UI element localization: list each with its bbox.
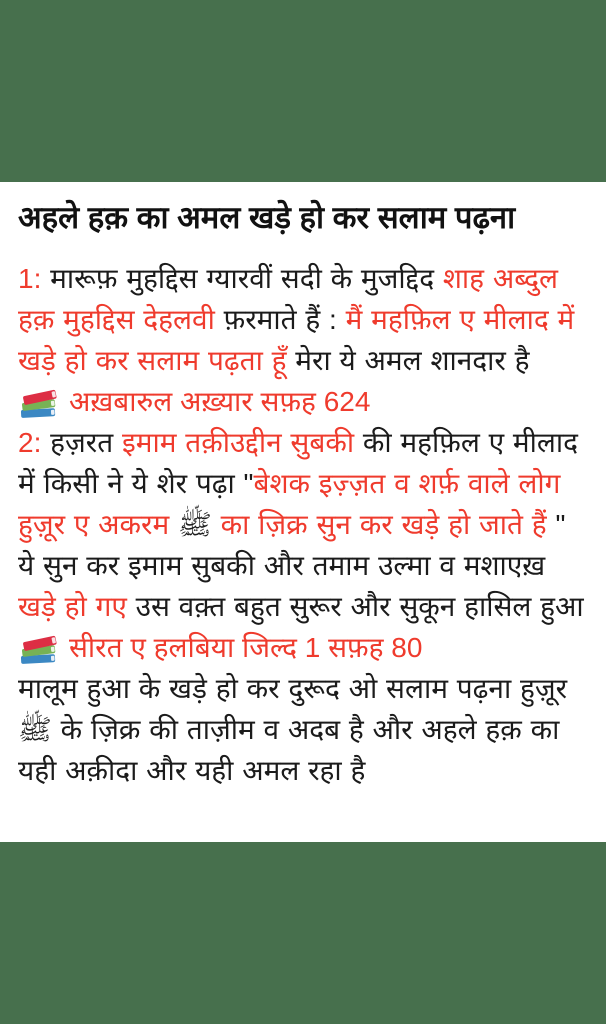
text-segment: मैं महफ़िल ए मीलाद में खड़े हो कर सलाम पढ़ता हूँ <box>18 304 575 376</box>
text-segment: का ज़िक्र सुन कर खड़े हो जाते हैं <box>211 509 556 540</box>
content-area <box>0 182 606 842</box>
books-icon <box>18 385 60 419</box>
text-segment: हज़रत <box>50 427 122 458</box>
reference-label: सीरत ए हलबिया जिल्द 1 सफ़ह 80 <box>69 632 423 663</box>
paragraph-3 <box>18 668 588 791</box>
books-icon <box>18 631 60 665</box>
text-segment: उस वक़्त बहुत सुरूर और सुकून हासिल हुआ <box>135 591 584 622</box>
text-segment: ﷺ <box>178 509 212 540</box>
text-segment: मेरा ये अमल शानदार है <box>295 345 530 376</box>
text-segment: मालूम हुआ के खड़े हो कर दुरूद ओ सलाम पढ़ना हुज़ूर <box>18 673 568 704</box>
text-segment: के ज़िक्र की ताज़ीम व अदब है और अहले हक़ का यही अक़ीदा और यही अमल रहा है <box>18 714 560 786</box>
text-segment: खड़े हो गए <box>18 591 136 622</box>
reference-2 <box>18 627 588 668</box>
text-segment: बेशक इज़्ज़त व शर्फ़ वाले लोग हुज़ूर ए अकरम <box>18 468 561 540</box>
reference-label: अख़बारुल अख़्यार सफ़ह 624 <box>69 386 371 417</box>
text-segment: " ये सुन कर इमाम सुबकी और तमाम उल्मा व मशाएख़ <box>18 509 566 581</box>
text-segment: मारूफ़ मुहद्दिस ग्यारवीं सदी के मुजद्दिद <box>50 263 443 294</box>
reference-1 <box>18 381 588 422</box>
bottom-banner <box>0 842 606 1024</box>
text-segment: 2: <box>18 427 51 458</box>
top-banner <box>0 0 606 182</box>
paragraph-1 <box>18 258 588 381</box>
paragraph-2 <box>18 422 588 627</box>
text-segment: की महफ़िल ए मीलाद में किसी ने ये शेर पढ़ा " <box>18 427 579 499</box>
text-segment: फ़रमाते हैं : <box>223 304 346 335</box>
text-segment: ﷺ <box>18 714 52 745</box>
text-segment: 1: <box>18 263 51 294</box>
text-segment: शाह अब्दुल हक़ मुहद्दिस देहलवी <box>18 263 558 335</box>
page-title: अहले हक़ का अमल खड़े हो कर सलाम पढ़ना <box>18 200 516 235</box>
text-segment: इमाम तक़ीउद्दीन सुबकी <box>121 427 363 458</box>
